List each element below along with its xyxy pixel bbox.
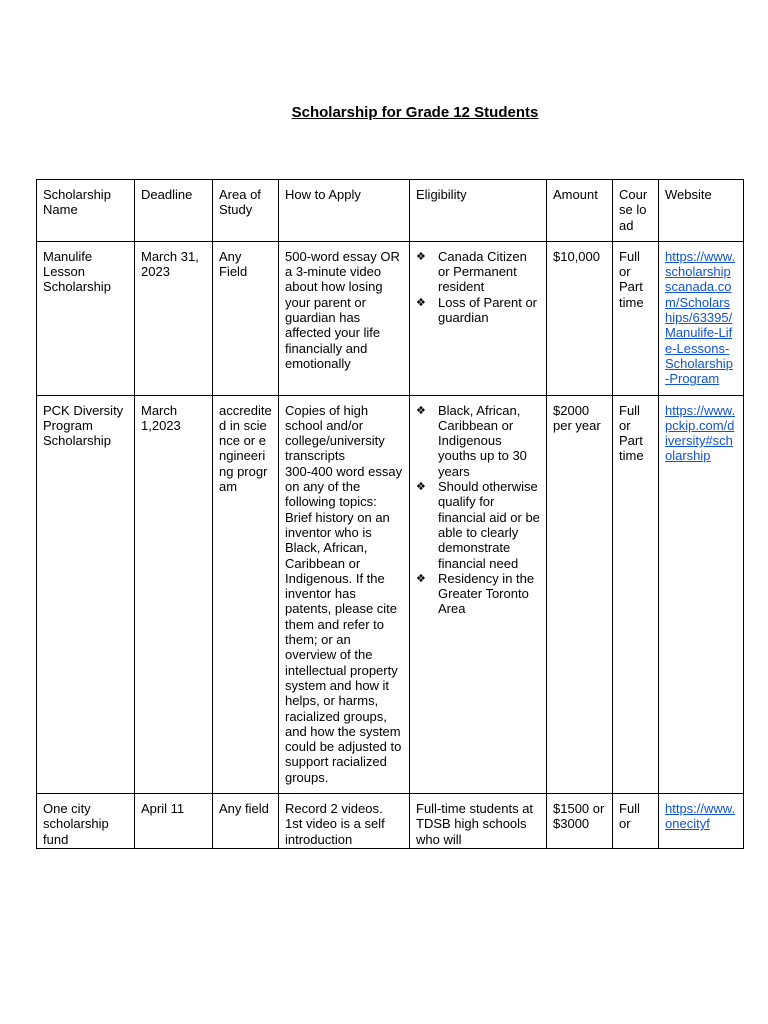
header-amount: Amount xyxy=(547,180,613,242)
scholarship-table xyxy=(36,179,744,849)
header-area: Area of Study xyxy=(213,180,279,242)
cell-area: Any Field xyxy=(213,241,279,395)
cell-eligibility xyxy=(410,241,547,395)
table-row xyxy=(37,395,744,793)
cell-course-load: Full or Part time xyxy=(613,241,659,395)
eligibility-item: ❖ Residency in the Greater Toronto Area xyxy=(438,571,540,617)
website-link[interactable]: https://www.pckip.com/diversity#scholarship xyxy=(665,402,736,464)
eligibility-item: ❖ Canada Citizen or Permanent resident xyxy=(438,249,540,295)
cell-area: accredited in science or engineering program xyxy=(213,395,279,793)
cell-eligibility xyxy=(410,793,547,848)
cell-deadline: March 1,2023 xyxy=(135,395,213,793)
header-course-load: Course load xyxy=(613,180,659,242)
table-row xyxy=(37,793,744,848)
header-website: Website xyxy=(659,180,744,242)
cell-text: Any field xyxy=(219,800,269,816)
header-name: Scholarship Name xyxy=(37,180,135,242)
cell-area xyxy=(213,793,279,848)
eligibility-item: ❖ Black, African, Caribbean or Indigenous youths up to 30 years xyxy=(438,403,540,479)
header-deadline: Deadline xyxy=(135,180,213,242)
website-link[interactable]: https://www.scholarshipscanada.com/Scholarships/63395/Manulife-Life-Lessons-Scholarship-Program xyxy=(665,248,736,387)
cell-text: $1500 or $3000 xyxy=(553,800,605,832)
header-apply: How to Apply xyxy=(279,180,410,242)
eligibility-list xyxy=(416,249,540,325)
cell-course-load xyxy=(613,793,659,848)
header-eligibility: Eligibility xyxy=(410,180,547,242)
website-link[interactable]: https://www.onecityf xyxy=(665,800,736,832)
cell-text: Full or xyxy=(619,800,640,832)
eligibility-item: ❖ Should otherwise qualify for financial aid or be able to clearly demonstrate financial need xyxy=(438,479,540,571)
cell-name: PCK Diversity Program Scholarship xyxy=(37,395,135,793)
cell-text: Record 2 videos. 1st video is a self introduction xyxy=(285,800,385,847)
cell-website xyxy=(659,793,744,848)
cell-course-load: Full or Part time xyxy=(613,395,659,793)
cell-deadline xyxy=(135,793,213,848)
cell-text xyxy=(665,801,737,848)
cell-apply: 500-word essay OR a 3-minute video about how losing your parent or guardian has affected your life financially and emotionally xyxy=(279,241,410,395)
table-row xyxy=(37,241,744,395)
cell-eligibility xyxy=(410,395,547,793)
header-row xyxy=(37,180,744,242)
eligibility-item: ❖ Loss of Parent or guardian xyxy=(438,295,540,326)
cell-text: April 11 xyxy=(141,800,185,816)
cell-website xyxy=(659,241,744,395)
cell-name: Manulife Lesson Scholarship xyxy=(37,241,135,395)
page-title: Scholarship for Grade 12 Students xyxy=(291,104,539,121)
cell-amount xyxy=(547,793,613,848)
cell-apply: Copies of high school and/or college/university transcripts 300-400 word essay on any of the following topics: Brief history on an inventor who is Black, African, Caribbean or Indigenous. If the inventor has patents, please cite them and refer to them; or an overview of the intellectual property system and how it helps, or harms, racialized groups, and how the system could be adjusted to support racialized groups. xyxy=(279,395,410,793)
eligibility-list xyxy=(416,403,540,617)
cell-text: Full-time students at TDSB high schools who will xyxy=(416,800,534,847)
cell-name xyxy=(37,793,135,848)
cell-text: One city scholarship fund xyxy=(43,800,109,847)
cell-amount: $10,000 xyxy=(547,241,613,395)
cell-website xyxy=(659,395,744,793)
cell-deadline: March 31, 2023 xyxy=(135,241,213,395)
cell-amount: $2000 per year xyxy=(547,395,613,793)
cell-apply xyxy=(279,793,410,848)
